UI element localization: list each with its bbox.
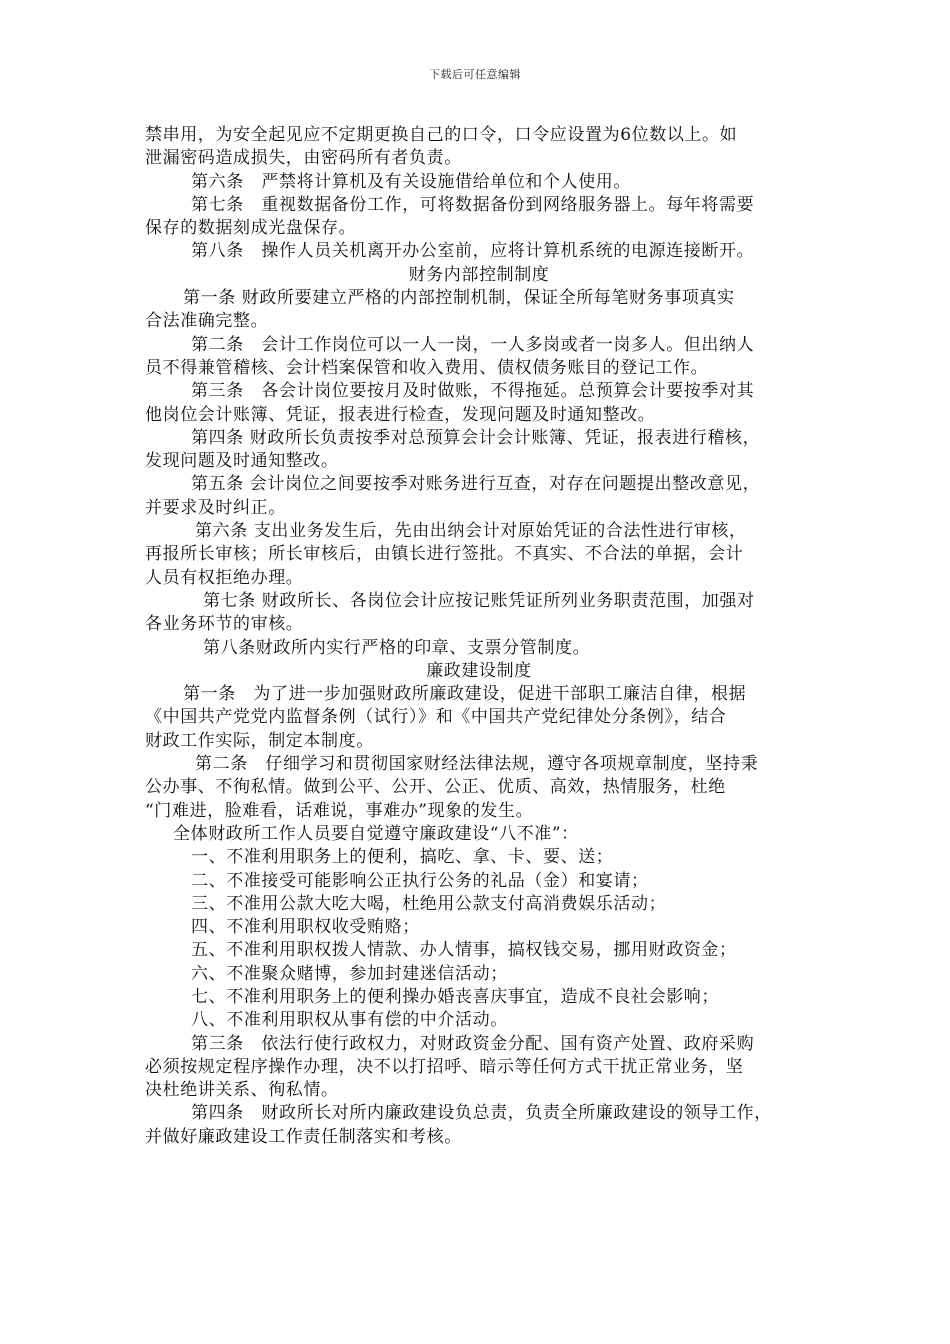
- text-line: 员不得兼管稽核、会计档案保管和收入费用、债权债务账目的登记工作。: [145, 357, 709, 378]
- text-line: 第二条 仔细学习和贯彻国家财经法律法规，遵守各项规章制度，坚持秉: [195, 754, 759, 775]
- text-line: 八、不准利用职权从事有偿的中介活动。: [191, 1010, 508, 1031]
- text-line: 全体财政所工作人员要自觉遵守廉政建设“八不准”：: [173, 823, 579, 844]
- text-line: “门难进，脸难看，话难说，事难办”现象的发生。: [145, 800, 534, 821]
- text-line: 第二条 会计工作岗位可以一人一岗，一人多岗或者一岗多人。但出纳人: [191, 334, 755, 355]
- text-line: 第八条 操作人员关机离开办公室前，应将计算机系统的电源连接断开。: [191, 241, 755, 262]
- text-line: 各业务环节的审核。: [145, 614, 304, 635]
- text-line: 第一条 财政所要建立严格的内部控制机制，保证全所每笔财务事项真实: [183, 288, 735, 309]
- text-line: 并要求及时纠正。: [145, 497, 286, 518]
- text-line: 必须按规定程序操作办理，决不以打招呼、暗示等任何方式干扰正常业务，坚: [145, 1056, 744, 1077]
- text-line: 决杜绝讲关系、徇私情。: [145, 1080, 339, 1101]
- text-line: 六、不准聚众赌博，参加封建迷信活动；: [191, 963, 508, 984]
- text-line: 第六条 严禁将计算机及有关设施借给单位和个人使用。: [191, 171, 631, 192]
- text-line: 四、不准利用职权收受贿赂；: [191, 917, 420, 938]
- text-line: 发现问题及时通知整改。: [145, 451, 339, 472]
- text-line: 第一条 为了进一步加强财政所廉政建设，促进干部职工廉洁自律，根据: [183, 684, 747, 705]
- text-line: 并做好廉政建设工作责任制落实和考核。: [145, 1126, 462, 1147]
- text-line: 第三条 依法行使行政权力，对财政资金分配、国有资产处置、政府采购: [191, 1033, 755, 1054]
- text-line: 第七条 财政所长、各岗位会计应按记账凭证所列业务职责范围，加强对: [203, 590, 755, 611]
- text-line: 第五条 会计岗位之间要按季对账务进行互查，对存在问题提出整改意见，: [191, 474, 761, 495]
- text-line: 第六条 支出业务发生后，先由出纳会计对原始凭证的合法性进行审核，: [195, 521, 747, 542]
- text-line: 七、不准利用职务上的便利操办婚丧喜庆事宜，造成不良社会影响；: [191, 986, 719, 1007]
- text-line: 第三条 各会计岗位要按月及时做账，不得拖延。总预算会计要按季对其: [191, 381, 755, 402]
- text-line: 五、不准利用职权拨人情款、办人情事，搞权钱交易，挪用财政资金；: [191, 940, 737, 961]
- text-line: 第四条 财政所长对所内廉政建设负总责，负责全所廉政建设的领导工作，: [191, 1103, 772, 1124]
- section-heading: 廉政建设制度: [426, 660, 532, 681]
- text-line: 财政工作实际，制定本制度。: [145, 730, 374, 751]
- text-line: 第七条 重视数据备份工作，可将数据备份到网络服务器上。每年将需要: [191, 194, 755, 215]
- text-line: 二、不准接受可能影响公正执行公务的礼品（金）和宴请；: [191, 870, 649, 891]
- text-line: 合法准确完整。: [145, 311, 269, 332]
- text-line: 禁串用，为安全起见应不定期更换自己的口令，口令应设置为6位数以上。如: [145, 125, 738, 145]
- text-line: 《中国共产党党内监督条例（试行）》和《中国共产党纪律处分条例》，结合: [145, 707, 727, 728]
- text-line: 第四条 财政所长负责按季对总预算会计会计账簿、凭证，报表进行稽核，: [191, 427, 761, 448]
- page-header: 下载后可任意编辑: [429, 68, 521, 81]
- text-line: 三、不准用公款大吃大喝，杜绝用公款支付高消费娱乐活动；: [191, 893, 667, 914]
- text-line: 保存的数据刻成光盘保存。: [145, 218, 357, 239]
- text-line: 泄漏密码造成损失，由密码所有者负责。: [145, 148, 462, 169]
- text-line: 人员有权拒绝办理。: [145, 567, 304, 588]
- document-body: [145, 124, 813, 1149]
- text-line: 他岗位会计账簿、凭证，报表进行检查，发现问题及时通知整改。: [145, 404, 656, 425]
- text-line: 公办事、不徇私情。做到公平、公开、公正、优质、高效，热情服务，杜绝: [145, 777, 726, 798]
- text-line: 一、不准利用职务上的便利，搞吃、拿、卡、要、送；: [191, 847, 614, 868]
- text-line: 第八条财政所内实行严格的印章、支票分管制度。: [203, 637, 591, 658]
- section-heading: 财务内部控制制度: [408, 264, 550, 285]
- text-line: 再报所长审核；所长审核后，由镇长进行签批。不真实、不合法的单据，会计: [145, 544, 744, 565]
